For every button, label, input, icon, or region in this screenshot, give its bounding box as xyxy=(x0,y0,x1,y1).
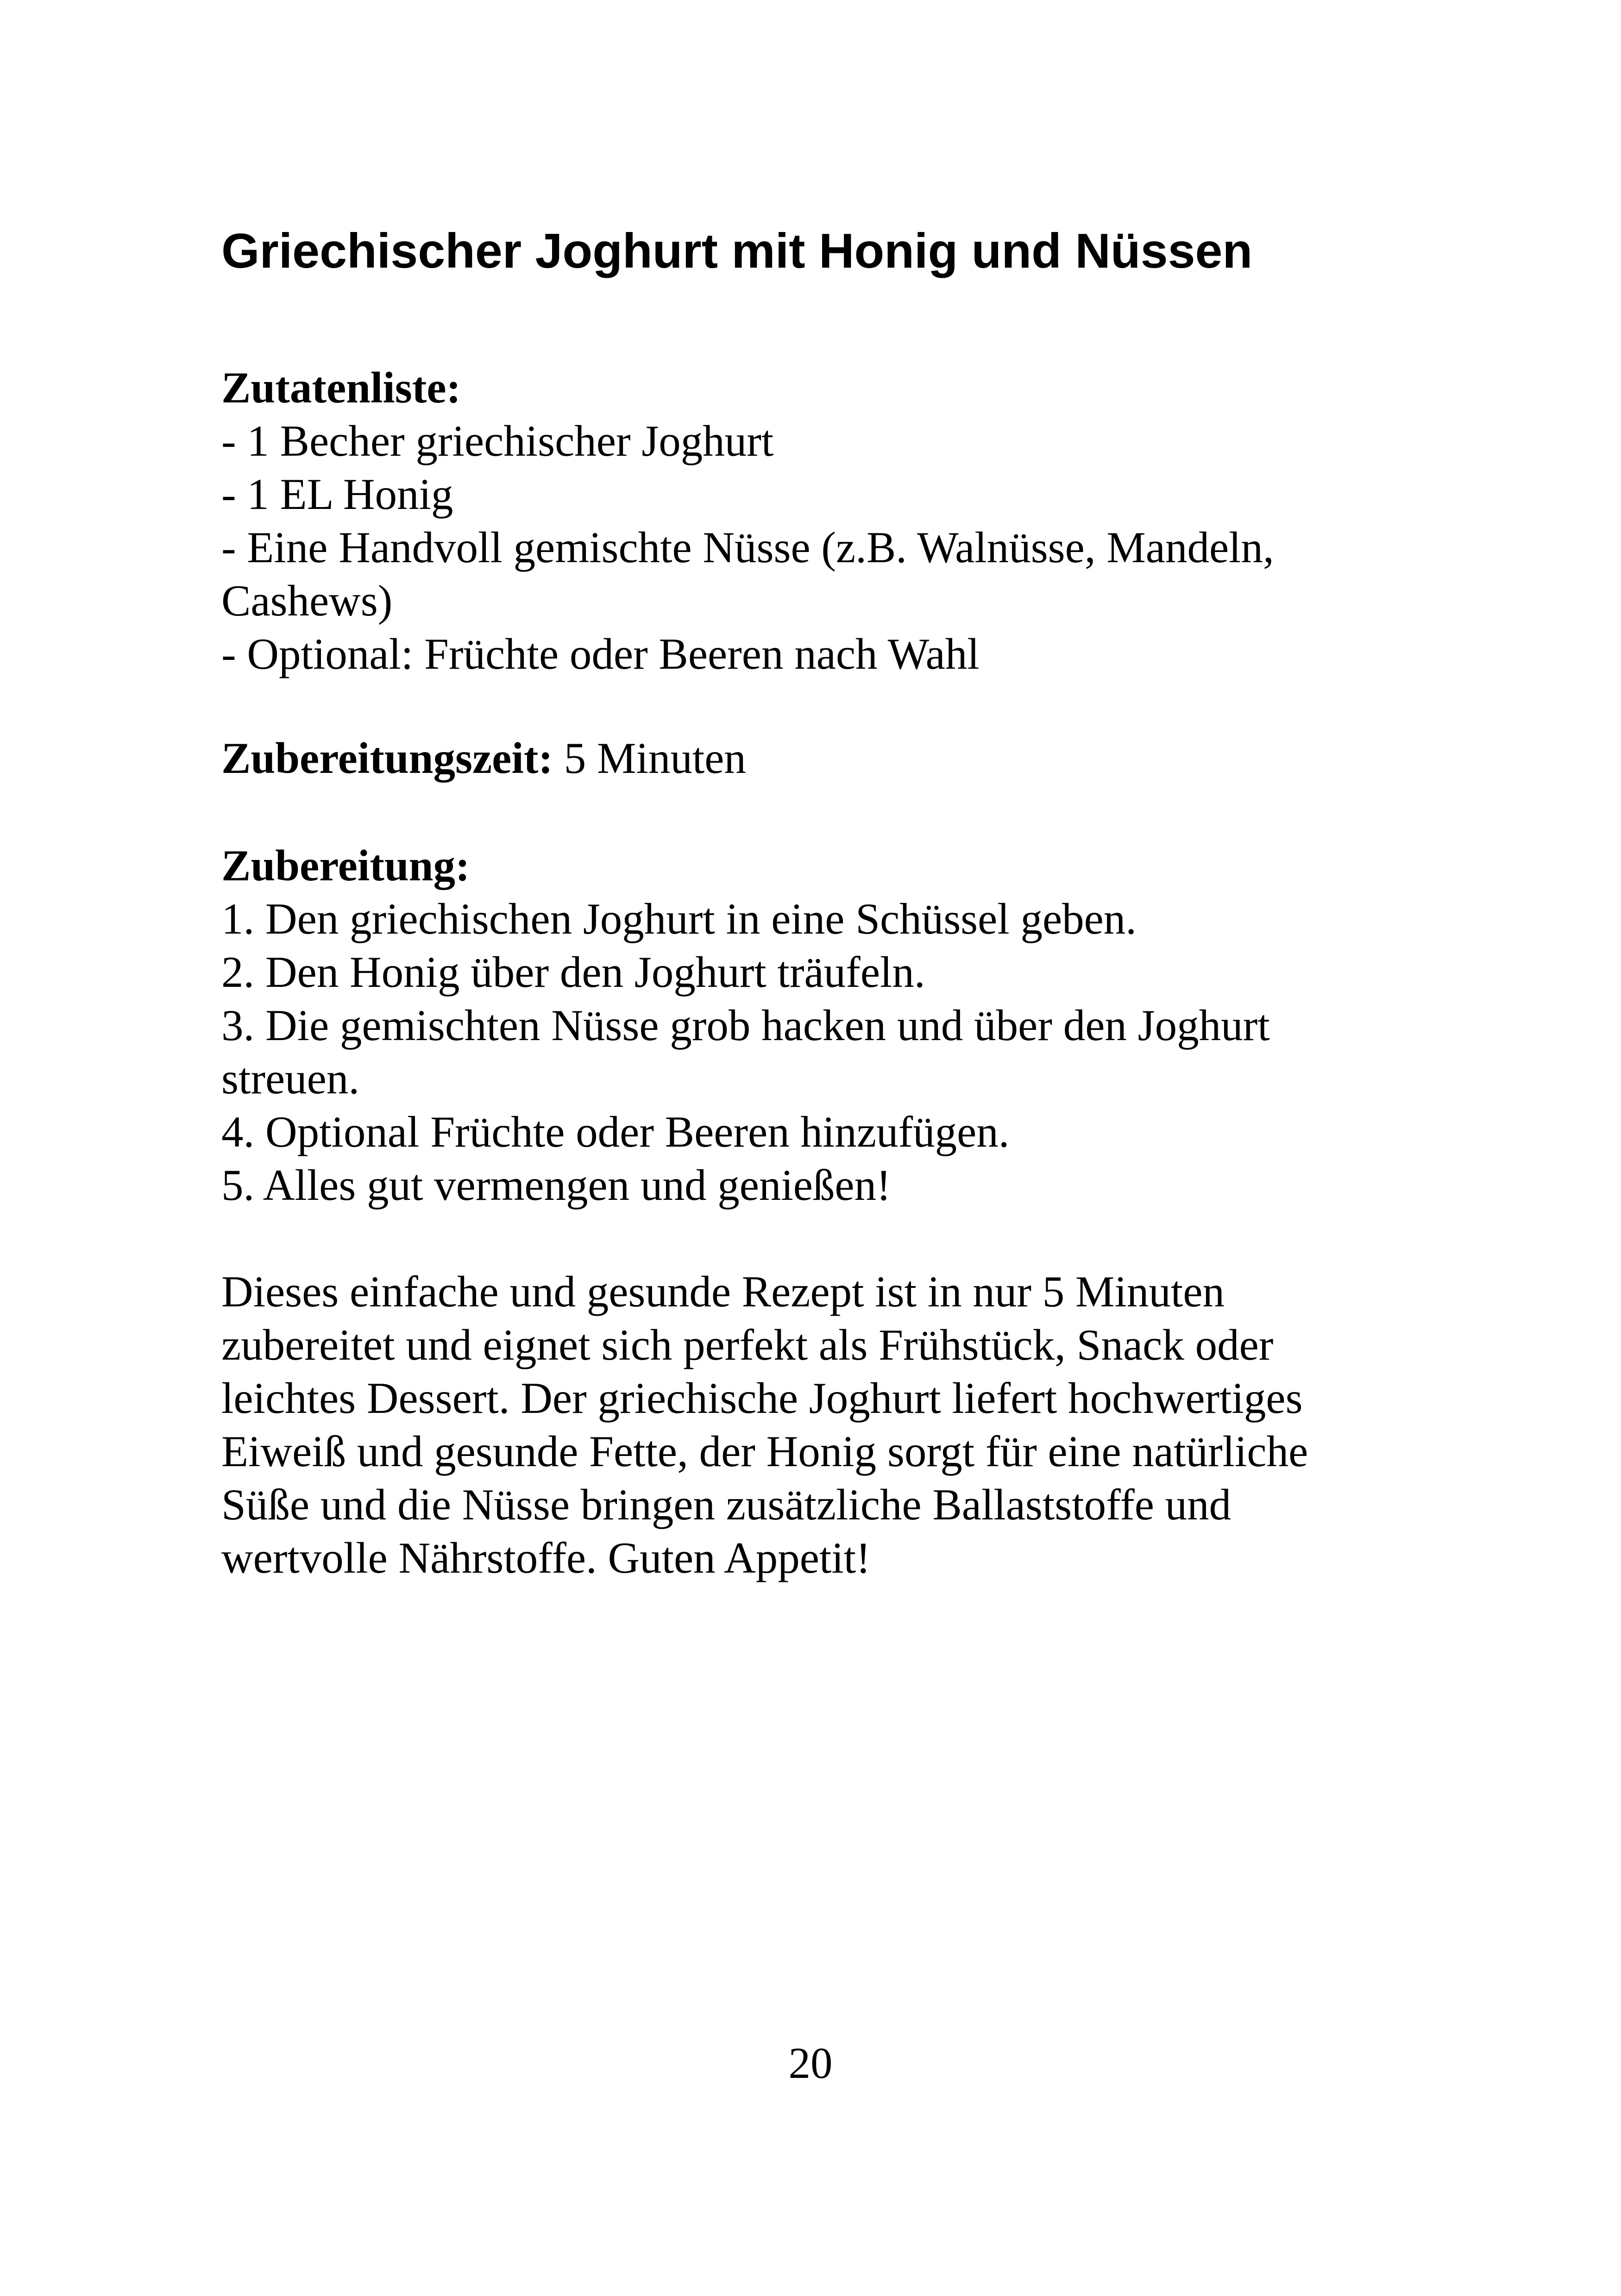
ingredient-line: Cashews) xyxy=(221,576,393,625)
paragraph-line: wertvolle Nährstoffe. Guten Appetit! xyxy=(221,1533,871,1582)
ingredient-line: - 1 Becher griechischer Joghurt xyxy=(221,416,774,465)
preparation-step: 1. Den griechischen Joghurt in eine Schüssel geben. xyxy=(221,894,1137,943)
prep-time-label: Zubereitungszeit: xyxy=(221,734,553,783)
recipe-title: Griechischer Joghurt mit Honig und Nüssen xyxy=(221,224,1253,278)
page-number: 20 xyxy=(788,2039,833,2088)
preparation-step: 3. Die gemischten Nüsse grob hacken und über den Joghurt xyxy=(221,1001,1270,1050)
prep-time-value: 5 Minuten xyxy=(553,734,746,783)
paragraph-line: Dieses einfache und gesunde Rezept ist in nur 5 Minuten xyxy=(221,1267,1225,1316)
paragraph-line: zubereitet und eignet sich perfekt als Frühstück, Snack oder xyxy=(221,1320,1274,1369)
prep-time-section xyxy=(221,732,1472,785)
paragraph-line: Eiweiß und gesunde Fette, der Honig sorgt für eine natürliche xyxy=(221,1427,1308,1476)
preparation-section xyxy=(221,839,1472,1212)
ingredients-heading: Zutatenliste: xyxy=(221,363,461,412)
preparation-step: 5. Alles gut vermengen und genießen! xyxy=(221,1161,891,1210)
ingredient-line: - Eine Handvoll gemischte Nüsse (z.B. Walnüsse, Mandeln, xyxy=(221,523,1274,572)
ingredients-section xyxy=(221,361,1472,681)
preparation-heading: Zubereitung: xyxy=(221,841,470,890)
closing-paragraph xyxy=(221,1265,1472,1585)
preparation-step: 2. Den Honig über den Joghurt träufeln. xyxy=(221,947,925,997)
prep-time-line xyxy=(221,732,1472,785)
ingredient-line: - Optional: Früchte oder Beeren nach Wahl xyxy=(221,629,980,678)
ingredient-line: - 1 EL Honig xyxy=(221,470,453,519)
paragraph-line: Süße und die Nüsse bringen zusätzliche Ballaststoffe und xyxy=(221,1480,1231,1529)
paragraph-line: leichtes Dessert. Der griechische Joghurt liefert hochwertiges xyxy=(221,1374,1303,1423)
preparation-step: 4. Optional Früchte oder Beeren hinzufügen. xyxy=(221,1107,1010,1156)
preparation-step: streuen. xyxy=(221,1054,360,1103)
